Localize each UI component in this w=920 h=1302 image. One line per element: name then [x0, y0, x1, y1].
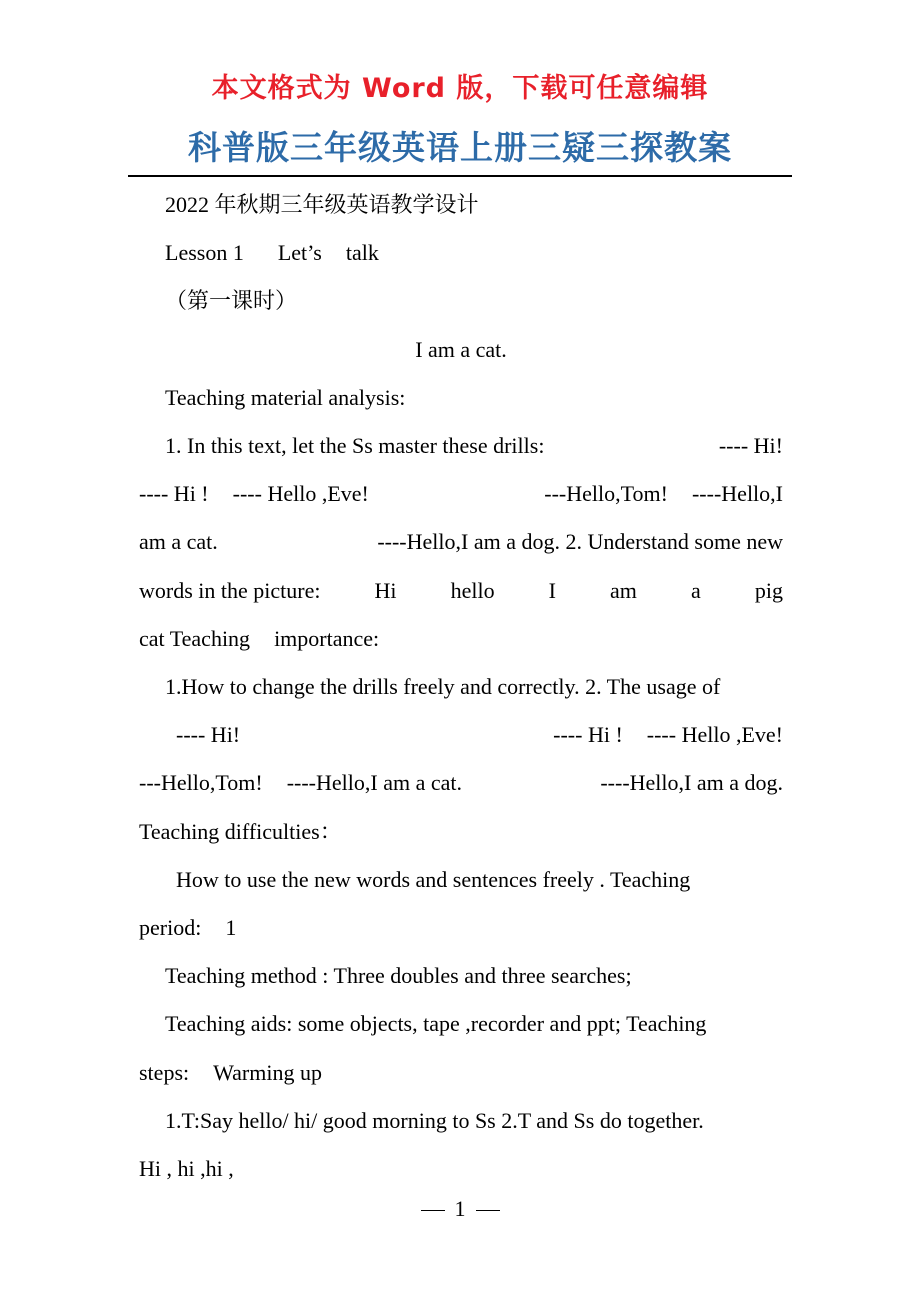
text-segment: Warming up — [213, 1059, 322, 1085]
text-segment: ----Hello,I am a cat. — [286, 770, 462, 796]
paragraph — [139, 952, 783, 1000]
paragraph — [139, 181, 783, 229]
text-segment: ---- Hi! — [718, 433, 783, 459]
text-segment: 1. In this text, let the Ss master these drills: — [165, 433, 545, 459]
paragraph — [139, 759, 783, 807]
paragraph — [139, 1097, 783, 1145]
paragraph — [139, 663, 783, 711]
section-heading — [139, 374, 783, 422]
word: am — [610, 577, 637, 603]
document-body — [139, 181, 783, 1193]
text-segment: ----Hello,I am a dog. — [600, 770, 783, 796]
text-segment: ---- Hi! — [176, 722, 241, 748]
word: a — [691, 577, 701, 603]
text-segment: importance: — [274, 625, 380, 651]
word: pig — [754, 577, 783, 603]
text-segment: cat Teaching — [139, 625, 251, 651]
paragraph — [139, 615, 783, 663]
text-line: Teaching method : Three doubles and three searches; — [165, 963, 632, 989]
text-line: I am a cat. — [415, 336, 507, 362]
title-divider — [128, 175, 792, 177]
paragraph — [139, 567, 783, 615]
paragraph — [139, 1145, 783, 1193]
text-segment: period: — [139, 915, 202, 941]
word: I — [548, 577, 556, 603]
word: Hi — [374, 577, 397, 603]
text-line: Teaching difficulties： — [139, 818, 342, 844]
text-line: 1.How to change the drills freely and correctly. 2. The usage of — [165, 674, 721, 700]
lesson-word: Let’s — [277, 240, 322, 266]
word: hello — [450, 577, 495, 603]
paragraph — [139, 856, 783, 904]
text-segment: ----Hello,I — [691, 481, 783, 507]
paragraph — [139, 1049, 783, 1097]
text-line: Hi , hi ,hi , — [139, 1156, 234, 1182]
text-segment: ---Hello,Tom! — [544, 481, 668, 507]
lesson-number: Lesson 1 — [165, 240, 244, 266]
lesson-heading — [139, 326, 783, 374]
text-line: 1.T:Say hello/ hi/ good morning to Ss 2.T and Ss do together. — [165, 1107, 704, 1133]
text-segment: steps: — [139, 1059, 190, 1085]
paragraph — [139, 904, 783, 952]
text-segment: ---- Hi ! — [553, 722, 623, 748]
document-title: 科普版三年级英语上册三疑三探教案 — [188, 128, 732, 167]
page-footer — [0, 1196, 920, 1222]
text-segment: ---- Hello ,Eve! — [646, 722, 783, 748]
section-heading — [139, 808, 783, 856]
page-number: 1 — [454, 1196, 466, 1221]
footer-dash — [421, 1210, 445, 1211]
text-segment: ---Hello,Tom! — [139, 770, 263, 796]
paragraph — [139, 518, 783, 566]
format-notice: 本文格式为 Word 版，下载可任意编辑 — [211, 73, 709, 104]
text-segment: ----Hello,I am a dog. 2. Understand some new — [377, 529, 783, 555]
text-segment: ---- Hi ! — [139, 481, 209, 507]
text-segment: am a cat. — [139, 529, 218, 555]
text-line: Teaching aids: some objects, tape ,recorder and ppt; Teaching — [165, 1011, 707, 1037]
paragraph — [139, 277, 783, 325]
text-segment: 1 — [225, 915, 237, 941]
text-segment: words in the picture: — [139, 577, 321, 603]
lesson-word: talk — [345, 240, 379, 266]
text-line: How to use the new words and sentences freely . Teaching — [176, 866, 691, 892]
paragraph — [139, 711, 783, 759]
paragraph — [139, 1000, 783, 1048]
paragraph — [139, 229, 783, 277]
text-line: （第一课时） — [165, 288, 298, 314]
paragraph — [139, 422, 783, 470]
text-line: Teaching material analysis: — [165, 384, 406, 410]
footer-dash — [476, 1210, 500, 1211]
text-segment: ---- Hello ,Eve! — [232, 481, 369, 507]
text-line: 2022 年秋期三年级英语教学设计 — [165, 192, 479, 217]
paragraph — [139, 470, 783, 518]
